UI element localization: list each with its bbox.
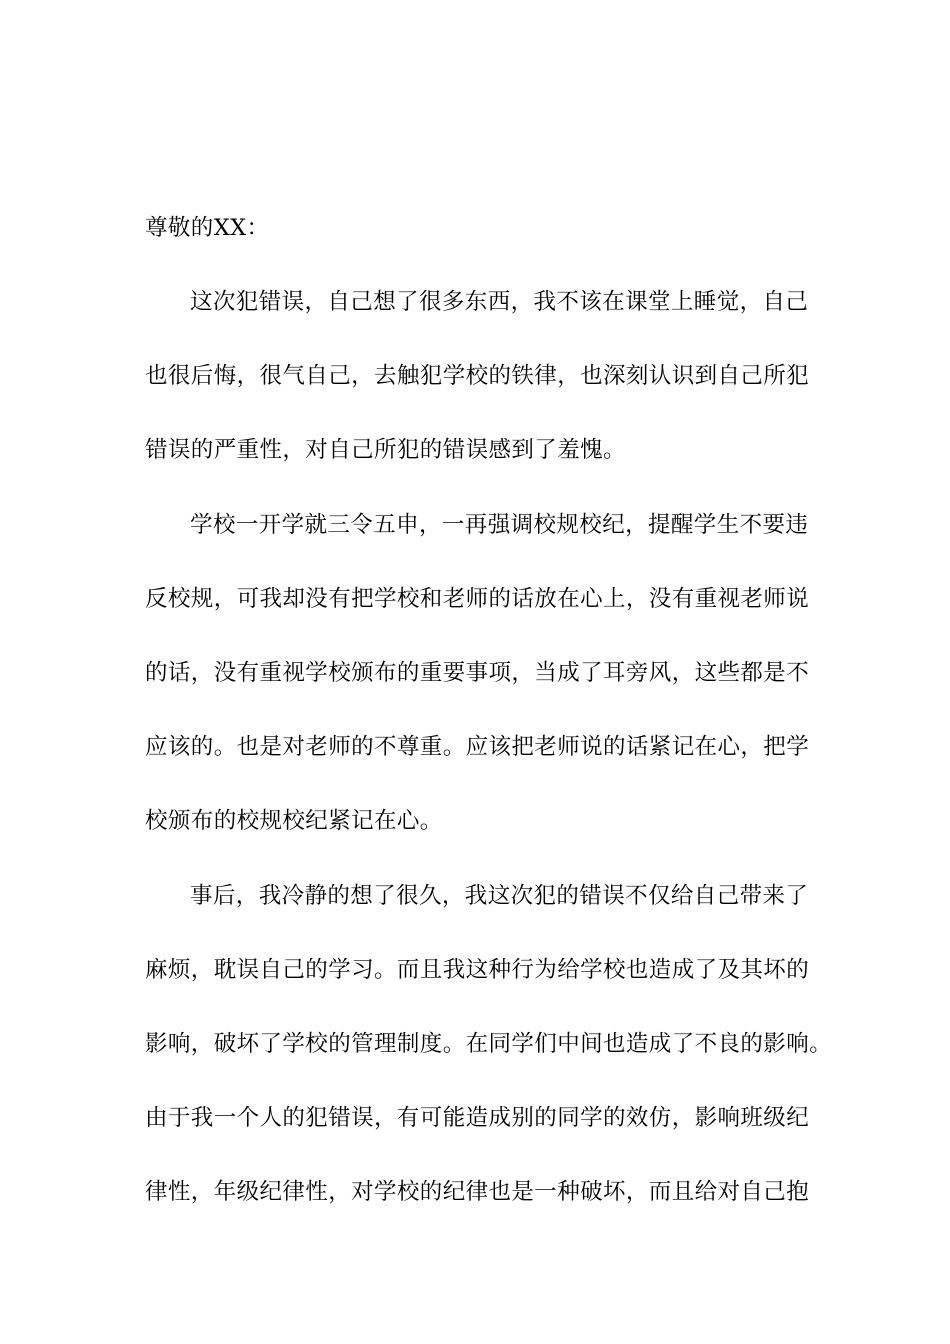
paragraph-2-line-4: 应该的。也是对老师的不尊重。应该把老师说的话紧记在心，把学 <box>145 734 810 760</box>
paragraph-2-line-2: 反校规，可我却没有把学校和老师的话放在心上，没有重视老师说 <box>145 586 810 612</box>
paragraph-2-line-5: 校颁布的校规校纪紧记在心。 <box>145 808 443 834</box>
paragraph-3-line-5: 律性，年级纪律性，对学校的纪律也是一种破坏，而且给对自己抱 <box>145 1179 810 1205</box>
paragraph-3-line-3: 影响，破坏了学校的管理制度。在同学们中间也造成了不良的影响。 <box>145 1031 833 1057</box>
paragraph-1-line-3: 错误的严重性，对自己所犯的错误感到了羞愧。 <box>145 437 626 463</box>
paragraph-2-line-1: 学校一开学就三令五申，一再强调校规校纪，提醒学生不要违 <box>190 512 809 538</box>
paragraph-1-line-2: 也很后悔，很气自己，去触犯学校的铁律，也深刻认识到自己所犯 <box>145 363 810 389</box>
paragraph-1-line-1: 这次犯错误，自己想了很多东西，我不该在课堂上睡觉，自己 <box>190 289 809 315</box>
paragraph-3-line-1: 事后，我冷静的想了很久，我这次犯的错误不仅给自己带来了 <box>190 883 809 909</box>
paragraph-3-line-4: 由于我一个人的犯错误，有可能造成别的同学的效仿，影响班级纪 <box>145 1105 810 1131</box>
paragraph-3-line-2: 麻烦，耽误自己的学习。而且我这种行为给学校也造成了及其坏的 <box>145 957 810 983</box>
paragraph-2-line-3: 的话，没有重视学校颁布的重要事项，当成了耳旁风，这些都是不 <box>145 660 810 686</box>
salutation: 尊敬的XX： <box>145 215 270 241</box>
